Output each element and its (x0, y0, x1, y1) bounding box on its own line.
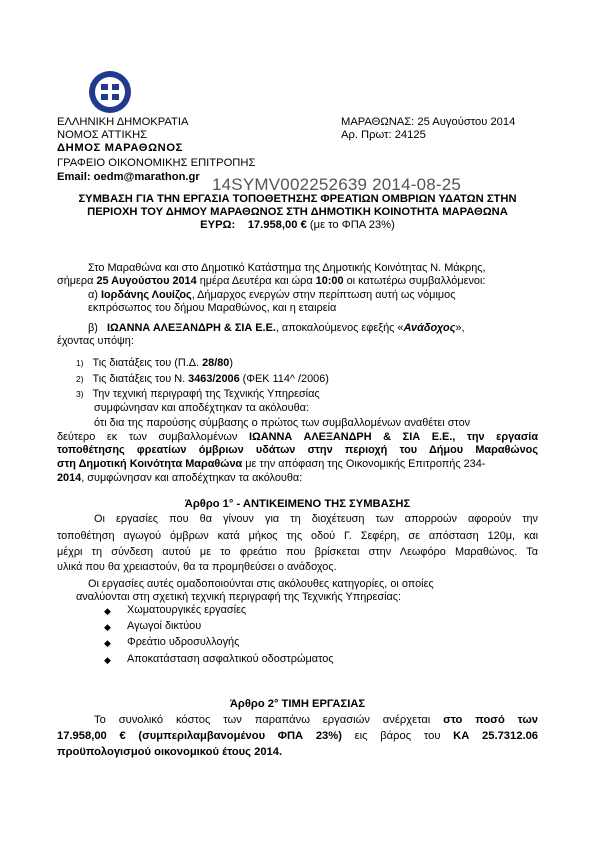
category-item: Αποκατάσταση ασφαλτικού οδοστρώματος (127, 653, 334, 665)
contract-title-line2: ΠΕΡΙΟΧΗ ΤΟΥ ΔΗΜΟΥ ΜΑΡΑΘΩΝΟΣ ΣΤΗ ΔΗΜΟΤΙΚΗ ΚΟΙΝΟΤΗΤΑ ΜΑΡΑΘΩΝΑ (87, 206, 508, 218)
party-a-role: , Δήμαρχος ενεργών στην περίπτωση αυτή ως νόμιμος (191, 289, 456, 301)
amount-label: ΕΥΡΩ: (200, 219, 236, 231)
article2-line2 (57, 730, 538, 742)
agreed-line5 (57, 458, 485, 470)
intro-line2 (57, 275, 485, 287)
article2-cost-text: Το συνολικό κόστος των παραπάνω εργασιών ανέρχεται (94, 714, 431, 726)
header-email: Email: oedm@marathon.gr (57, 171, 200, 183)
header-prefecture: ΝΟΜΟΣ ΑΤΤΙΚΗΣ (57, 129, 148, 141)
article2-charged: εις βάρος του (354, 730, 441, 742)
bullet-icon: ◆ (104, 622, 111, 632)
agreed-closing: , συμφώνησαν και αποδέχτηκαν τα ακόλουθα: (81, 472, 303, 484)
intro-day-time: ημέρα Δευτέρα και ώρα (199, 275, 313, 287)
header-office: ΓΡΑΦΕΙΟ ΟΙΚΟΝΟΜΙΚΗΣ ΕΠΙΤΡΟΠΗΣ (57, 157, 256, 169)
category-item: Χωματουργικές εργασίες (127, 604, 247, 616)
article1-p1-line2: τοποθέτηση αγωγού όμβρων κατά μήκος της οδού Γ. Σεφέρη, σε απόσταση 120μ, και (57, 530, 538, 542)
article1-p2-line1: Οι εργασίες αυτές ομαδοποιούνται στις ακόλουθες κατηγορίες, οι οποίες (88, 578, 434, 590)
having-in-mind: έχοντας υπόψη: (57, 335, 134, 347)
article1-heading: Άρθρο 1° - ΑΝΤΙΚΕΙΜΕΝΟ ΤΗΣ ΣΥΜΒΑΣΗΣ (184, 498, 411, 510)
article1-p1-line1: Οι εργασίες που θα γίνουν για τη διοχέτευση των απορροών αφορούν την (94, 513, 538, 525)
consideration-1 (76, 357, 233, 369)
intro-parties: οι κατωτέρω συμβαλλόμενοι: (346, 275, 486, 287)
header-country: ΕΛΛΗΝΙΚΗ ΔΗΜΟΚΡΑΤΙΑ (57, 116, 189, 128)
article2-heading: Άρθρο 2° ΤΙΜΗ ΕΡΓΑΣΙΑΣ (229, 698, 366, 710)
amount-value: 17.958,00 € (247, 219, 307, 231)
consideration-2 (76, 373, 329, 385)
header-protocol-number: Αρ. Πρωτ: 24125 (341, 129, 426, 141)
article1-p1-line4: υλικά που θα χρειαστούν, θα τα προμηθεύσει ο ανάδοχος. (57, 561, 337, 573)
consideration-tail: (ΦΕΚ 114^ /2006) (239, 373, 329, 385)
article2-amount: 17.958,00 € (συμπεριλαμβανομένου ΦΠΑ 23%) (57, 730, 342, 742)
bullet-icon: ◆ (104, 638, 111, 648)
agreed-community: στη Δημοτική Κοινότητα Μαραθώνα (57, 458, 243, 470)
consideration-3 (76, 388, 320, 400)
agreed-work: την εργασία (466, 431, 539, 443)
article2-line3: προϋπολογισμού οικονομικού έτους 2014. (57, 746, 283, 758)
consideration-num: 1) (76, 358, 84, 368)
agreed-contractor-name: ΙΩΑΝΝΑ ΑΛΕΞΑΝΔΡΗ & ΣΙΑ Ε.Ε., (249, 431, 456, 443)
consideration-num: 2) (76, 374, 84, 384)
article2-amount-intro: στο ποσό των (443, 714, 539, 726)
article2-budget-code: ΚΑ 25.7312.06 (453, 730, 539, 742)
consideration-tail: ) (229, 357, 233, 369)
intro-time: 10:00 (315, 275, 344, 287)
party-a-name: Ιορδάνης Λουίζος (100, 289, 192, 301)
consideration-ref: 3463/2006 (188, 373, 240, 385)
party-b-contractor: Ανάδοχος (403, 322, 456, 334)
agreed-line1: συμφώνησαν και αποδέχτηκαν τα ακόλουθα: (94, 402, 309, 414)
party-b-line (88, 322, 465, 334)
party-b-role: , αποκαλούμενος εφεξής « (275, 322, 404, 334)
article1-p2-line2: αναλύονται στη σχετική τεχνική περιγραφή της Τεχνικής Υπηρεσίας: (76, 591, 402, 603)
consideration-num: 3) (76, 389, 84, 399)
party-a-line2: εκπρόσωπος του δήμου Μαραθώνος, και η εταιρεία (88, 302, 337, 314)
party-b-name: ΙΩΑΝΝΑ ΑΛΕΞΑΝΔΡΗ & ΣΙΑ Ε.Ε. (106, 322, 276, 334)
greek-emblem-icon (88, 70, 132, 114)
consideration-text: Την τεχνική περιγραφή της Τεχνικής Υπηρεσίας (92, 388, 320, 400)
agreed-line2: ότι δια της παρούσης σύμβασης ο πρώτος των συμβαλλομένων αναθέτει στον (94, 417, 471, 429)
agreed-second-party: δεύτερο εκ των συμβαλλομένων (57, 431, 238, 443)
category-item: Αγωγοί δικτύου (127, 620, 202, 632)
ada-code: 14SYMV002252639 2014-08-25 (212, 175, 462, 194)
bullet-icon: ◆ (104, 606, 111, 616)
party-a-line1 (88, 289, 455, 301)
agreed-year: 2014 (57, 472, 82, 484)
agreed-line3 (57, 431, 538, 443)
agreed-line4: τοποθέτησης φρεατίων όμβριων υδάτων στην περιοχή του Δήμου Μαραθώνος (57, 444, 538, 456)
intro-today: σήμερα (57, 275, 94, 287)
consideration-text: Τις διατάξεις του Ν. (92, 373, 189, 385)
party-b-end: », (455, 322, 465, 334)
party-a-label: α) (88, 289, 98, 301)
intro-line1: Στο Μαραθώνα και στο Δημοτικό Κατάστημα της Δημοτικής Κοινότητας Ν. Μάκρης, (88, 262, 486, 274)
contract-amount (0, 219, 595, 231)
contract-title-line1: ΣΥΜΒΑΣΗ ΓΙΑ ΤΗΝ ΕΡΓΑΣΙΑ ΤΟΠΟΘΕΤΗΣΗΣ ΦΡΕΑΤΙΩΝ ΟΜΒΡΙΩΝ ΥΔΑΤΩΝ ΣΤΗΝ (78, 193, 517, 205)
article1-p1-line3: μέχρι τη σύνδεση αυτού με το φρεάτιο που βρίσκεται στην Λεωφόρο Μαραθώνος. Τα (57, 546, 538, 558)
article2-line1 (94, 714, 538, 726)
amount-note: (με το ΦΠΑ 23%) (309, 219, 395, 231)
agreed-decision: με την απόφαση της Οικονομικής Επιτροπής 234- (242, 458, 486, 470)
party-b-label: β) (88, 322, 98, 334)
consideration-ref: 28/80 (202, 357, 230, 369)
header-place-date: ΜΑΡΑΘΩΝΑΣ: 25 Αυγούστου 2014 (341, 116, 516, 128)
agreed-line6 (57, 472, 302, 484)
bullet-icon: ◆ (104, 655, 111, 665)
category-item: Φρεάτιο υδροσυλλογής (127, 636, 240, 648)
header-municipality: ΔΗΜΟΣ ΜΑΡΑΘΩΝΟΣ (57, 142, 183, 154)
intro-date: 25 Αυγούστου 2014 (96, 275, 197, 287)
consideration-text: Τις διατάξεις του (Π.Δ. (92, 357, 203, 369)
